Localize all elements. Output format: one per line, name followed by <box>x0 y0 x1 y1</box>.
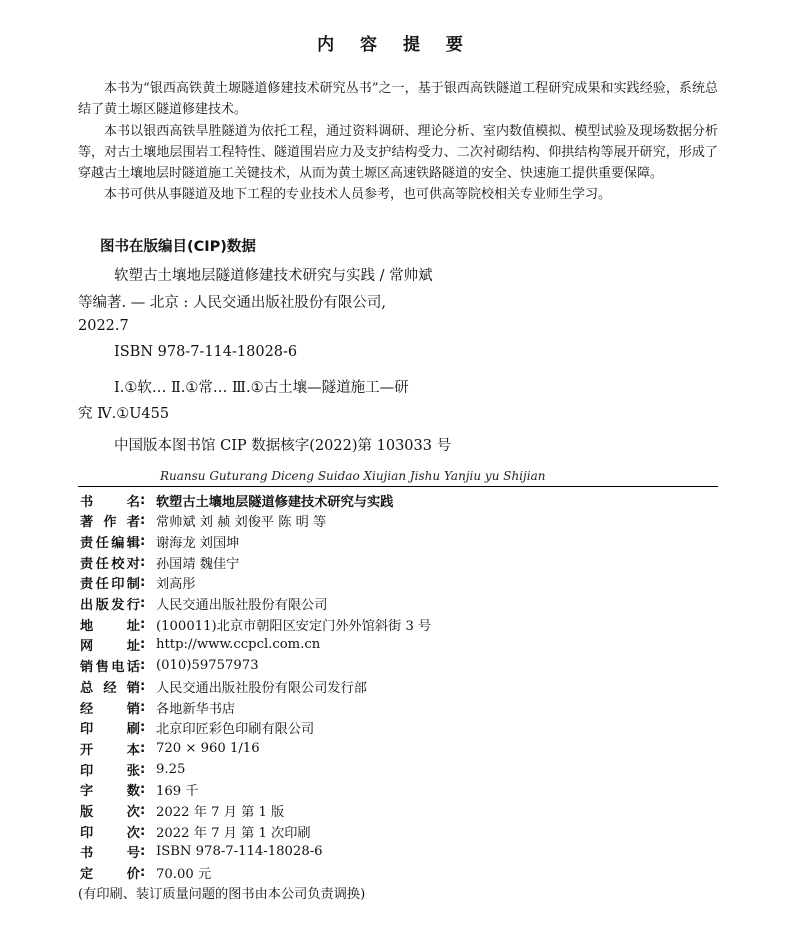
info-value: 刘高彤 <box>156 577 196 593</box>
info-label: 出版发行 <box>80 598 140 613</box>
info-value: 2022 年 7 月 第 1 次印刷 <box>156 825 311 841</box>
info-label: 定价 <box>80 867 140 883</box>
info-row: 印次 : 2022 年 7 月 第 1 次印刷 <box>80 823 311 841</box>
info-row: 版次 : 2022 年 7 月 第 1 版 <box>80 803 285 820</box>
info-value: 孙国靖 魏佳宁 <box>156 556 240 572</box>
info-value: 常帅斌 刘 赪 刘俊平 陈 明 等 <box>156 515 327 531</box>
info-row: 著作者 : 常帅斌 刘 赪 刘俊平 陈 明 等 <box>80 513 327 531</box>
abstract-paragraph: 本书可供从事隧道及地下工程的专业技术人员参考，也可供高等院校相关专业师生学习。 <box>104 187 612 203</box>
info-label: 印刷 <box>80 722 140 738</box>
pinyin-title: Ruansu Guturang Diceng Suidao Xiujian Jishu Yanjiu yu Shijian <box>160 469 546 483</box>
info-value: 70.00 元 <box>156 867 212 883</box>
info-value: 人民交通出版社股份有限公司 <box>156 598 328 613</box>
info-value: 软塑古土壤地层隧道修建技术研究与实践 <box>156 494 394 510</box>
info-value: 9.25 <box>156 761 186 777</box>
info-row: 定价 : 70.00 元 <box>80 865 212 883</box>
info-label: 著作者 <box>80 515 140 531</box>
info-row: 经销 : 各地新华书店 <box>80 699 236 717</box>
info-row: 总经销 : 人民交通出版社股份有限公司发行部 <box>80 678 367 696</box>
info-label: 书号 <box>80 846 140 862</box>
info-row: 开本 : 720 × 960 1/16 <box>80 740 260 758</box>
cip-line: 中国版本图书馆 CIP 数据核字(2022)第 103033 号 <box>114 438 452 454</box>
info-row: 字数 : 169 千 <box>80 782 199 800</box>
info-row: 书名 : 软塑古土壤地层隧道修建技术研究与实践 <box>80 492 394 510</box>
info-label: 书名 <box>80 494 140 510</box>
info-value: 人民交通出版社股份有限公司发行部 <box>156 680 367 696</box>
cip-heading: 图书在版编目(CIP)数据 <box>100 239 256 255</box>
cip-line: 究 Ⅳ.①U455 <box>78 406 170 422</box>
info-row: 地址 : (100011)北京市朝阳区安定门外外馆斜街 3 号 <box>80 616 432 634</box>
info-label: 经销 <box>80 701 140 717</box>
info-label: 印次 <box>80 825 140 841</box>
cip-line: 软塑古土壤地层隧道修建技术研究与实践 / 常帅斌 <box>114 268 433 284</box>
abstract-paragraph: 本书为“银西高铁黄土塬隧道修建技术研究丛书”之一，基于银西高铁隧道工程研究成果和实践经验，系统总结了黄土塬区隧道修建技术。 <box>78 81 718 118</box>
abstract-paragraph: 本书以银西高铁旱胜隧道为依托工程，通过资料调研、理论分析、室内数值模拟、模型试验及现场数据分析等，对古土壤地层围岩工程特性、隧道围岩应力及支护结构受力、二次衬砌结构、仰拱结构等展开研究，形成了穿越古土壤地层时隧道施工关键技术，从而为黄土塬区高速铁路隧道的安全、快速施工提供重要保障。 <box>78 123 718 182</box>
abstract <box>78 78 718 206</box>
info-value: 谢海龙 刘国坤 <box>156 535 240 551</box>
info-value: 北京印匠彩色印刷有限公司 <box>156 722 315 738</box>
info-label: 责任编辑 <box>80 535 140 551</box>
info-label: 网址 <box>80 639 140 655</box>
info-label: 总经销 <box>80 680 140 696</box>
info-row: 印张 : 9.25 <box>80 761 186 779</box>
cip-line: Ⅰ.①软… Ⅱ.①常… Ⅲ.①古土壤—隧道施工—研 <box>114 380 409 396</box>
info-value: (100011)北京市朝阳区安定门外外馆斜街 3 号 <box>156 618 432 634</box>
info-row: 责任校对 : 孙国靖 魏佳宁 <box>80 554 240 572</box>
info-row: 网址 : http://www.ccpcl.com.cn <box>80 637 321 655</box>
info-value: 720 × 960 1/16 <box>156 740 260 756</box>
info-row: 出版发行 : 人民交通出版社股份有限公司 <box>80 596 328 613</box>
info-value: (010)59757973 <box>156 658 259 674</box>
info-label: 印张 <box>80 763 140 779</box>
footnote: (有印刷、装订质量问题的图书由本公司负责调换) <box>78 887 366 902</box>
info-label: 销售电话 <box>80 660 140 676</box>
divider <box>78 486 718 487</box>
info-label: 字数 <box>80 784 140 800</box>
info-label: 版次 <box>80 805 140 820</box>
info-value: http://www.ccpcl.com.cn <box>156 637 321 653</box>
info-label: 开本 <box>80 742 140 758</box>
info-value: 169 千 <box>156 784 199 800</box>
info-row: 销售电话 : (010)59757973 <box>80 658 259 676</box>
cip-line: 等编著. — 北京 : 人民交通出版社股份有限公司, <box>78 295 387 311</box>
info-row: 责任编辑 : 谢海龙 刘国坤 <box>80 533 240 551</box>
info-row: 责任印制 : 刘高彤 <box>80 575 196 593</box>
info-label: 责任校对 <box>80 556 140 572</box>
cip-line: 2022.7 <box>78 318 129 334</box>
info-value: 2022 年 7 月 第 1 版 <box>156 805 285 820</box>
cip-line: ISBN 978-7-114-18028-6 <box>114 344 298 360</box>
info-label: 责任印制 <box>80 577 140 593</box>
info-value: ISBN 978-7-114-18028-6 <box>156 844 323 860</box>
info-row: 印刷 : 北京印匠彩色印刷有限公司 <box>80 720 315 738</box>
page-title: 内 容 提 要 <box>317 35 473 55</box>
info-label: 地址 <box>80 618 140 634</box>
info-value: 各地新华书店 <box>156 701 236 717</box>
info-row: 书号 : ISBN 978-7-114-18028-6 <box>80 844 323 862</box>
